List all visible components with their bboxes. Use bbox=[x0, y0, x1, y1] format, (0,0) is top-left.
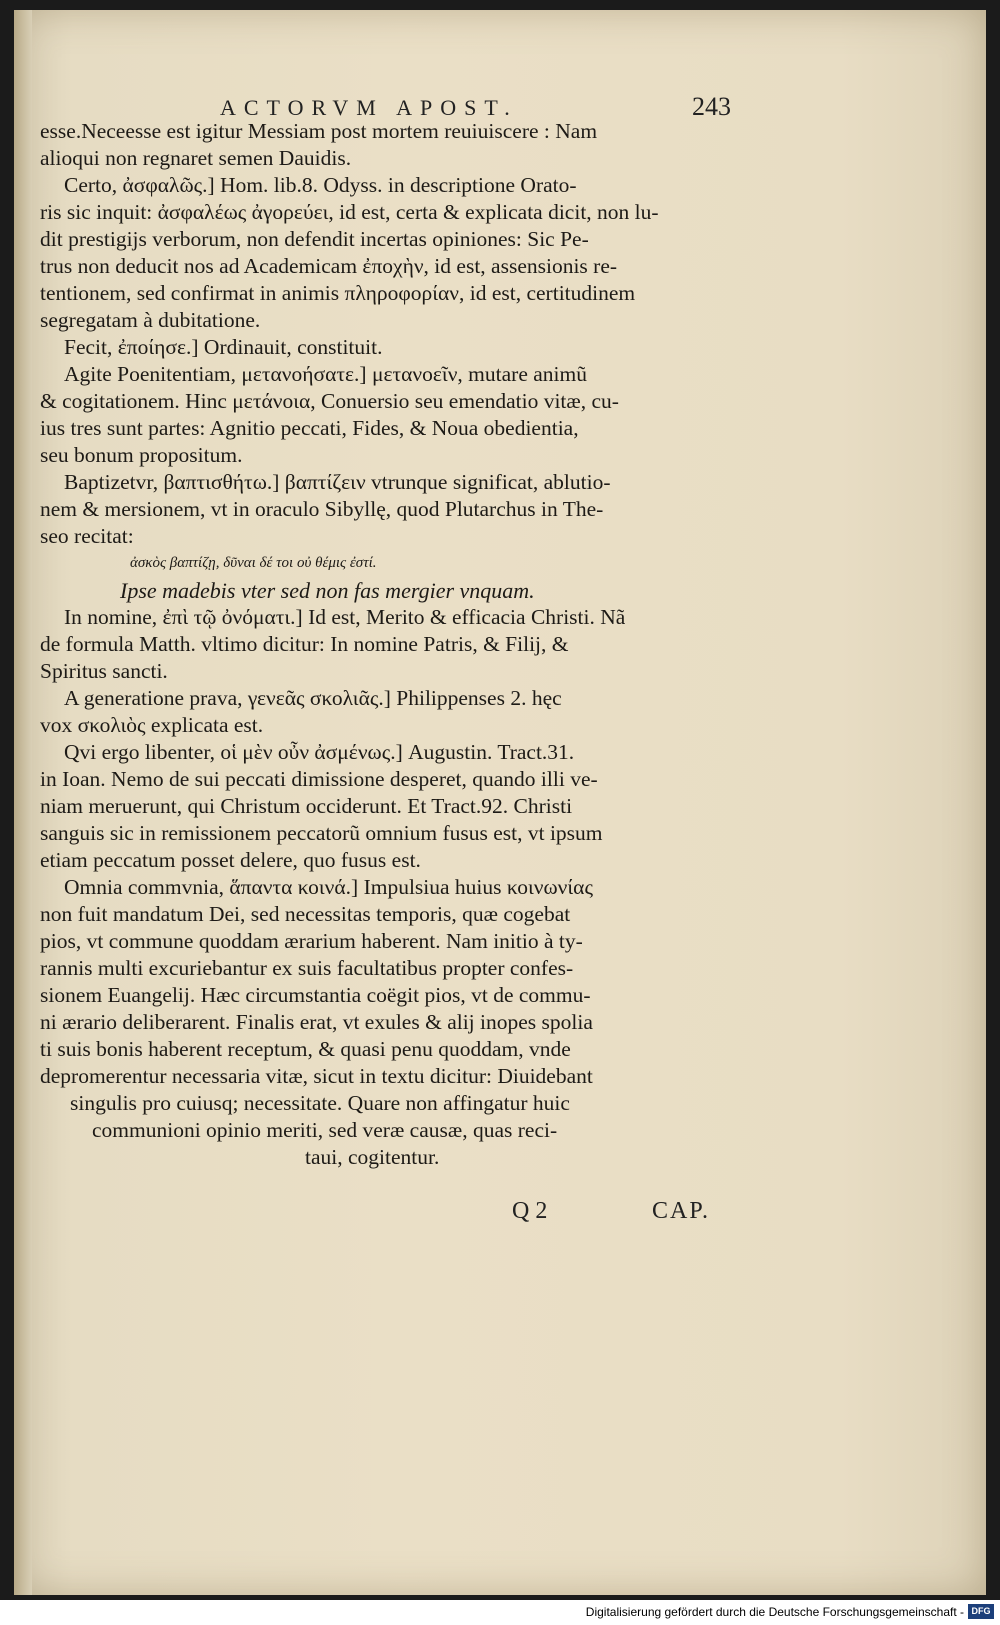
text-line: Fecit, ἐποίησε.] Ordinauit, constituit. bbox=[64, 335, 383, 359]
text-line: etiam peccatum posset delere, quo fusus est. bbox=[40, 848, 421, 872]
text-line: sanguis sic in remissionem peccatorũ omnium fusus est, vt ipsum bbox=[40, 821, 603, 845]
text-line: sionem Euangelij. Hæc circumstantia coëgit pios, vt de commu- bbox=[40, 983, 591, 1007]
text-line: Omnia commvnia, ἅπαντα κοινά.] Impulsiua huius κοινωνίας bbox=[64, 875, 593, 899]
text-line: singulis pro cuiusq; necessitate. Quare non affingatur huic bbox=[70, 1091, 570, 1115]
text-line: pios, vt commune quoddam ærarium haberent. Nam initio à ty- bbox=[40, 929, 583, 953]
text-line: taui, cogitentur. bbox=[305, 1145, 440, 1169]
text-line: de formula Matth. vltimo dicitur: In nomine Patris, & Filij, & bbox=[40, 632, 569, 656]
text-line: trus non deducit nos ad Academicam ἐποχὴν, id est, assensionis re- bbox=[40, 254, 618, 278]
text-line: Baptizetvr, βαπτισθήτω.] βαπτίζειν vtrunque significat, ablutio- bbox=[64, 470, 611, 494]
latin-verse: Ipse madebis vter sed non fas mergier vnquam. bbox=[120, 578, 535, 603]
text-line: rannis multi excuriebantur ex suis facultatibus propter confes- bbox=[40, 956, 574, 980]
text-line: vox σκολιὸς explicata est. bbox=[40, 713, 264, 737]
text-line: seu bonum propositum. bbox=[40, 443, 243, 467]
signature-mark: Q 2 bbox=[512, 1198, 548, 1224]
text-line: ni ærario deliberarent. Finalis erat, vt exules & alij inopes spolia bbox=[40, 1010, 593, 1034]
text-line: esse.Neceesse est igitur Messiam post mortem reuiuiscere : Nam bbox=[40, 119, 598, 143]
text-line: In nomine, ἐπὶ τῷ ὀνόματι.] Id est, Merito & efficacia Christi. Nã bbox=[64, 605, 626, 629]
text-line: dit prestigijs verborum, non defendit incertas opiniones: Sic Pe- bbox=[40, 227, 589, 251]
text-line: tentionem, sed confirmat in animis πληροφορίαν, id est, certitudinem bbox=[40, 281, 636, 305]
footer-text: Digitalisierung gefördert durch die Deutsche Forschungsgemeinschaft - bbox=[585, 1605, 964, 1619]
text-line: Agite Poenitentiam, μετανοήσατε.] μετανοεῖν, mutare animũ bbox=[64, 362, 587, 386]
text-line: depromerentur necessaria vitæ, sicut in textu dicitur: Diuidebant bbox=[40, 1064, 593, 1088]
page-spine-shadow bbox=[14, 10, 32, 1595]
body-text bbox=[40, 118, 740, 1171]
text-line: niam meruerunt, qui Christum occiderunt. Et Tract.92. Christi bbox=[40, 794, 573, 818]
page-number: 243 bbox=[692, 92, 731, 121]
text-line: & cogitationem. Hinc μετάνοια, Conuersio seu emendatio vitæ, cu- bbox=[40, 389, 619, 413]
text-line: communioni opinio meriti, sed veræ causæ, quas reci- bbox=[92, 1118, 558, 1142]
text-line: seo recitat: bbox=[40, 524, 134, 548]
text-line: in Ioan. Nemo de sui peccati dimissione desperet, quando illi ve- bbox=[40, 767, 598, 791]
text-line: Certo, ἀσφαλῶς.] Hom. lib.8. Odyss. in descriptione Orato- bbox=[64, 173, 577, 197]
text-line: nem & mersionem, vt in oraculo Sibyllę, quod Plutarchus in The- bbox=[40, 497, 604, 521]
text-line: alioqui non regnaret semen Dauidis. bbox=[40, 146, 352, 170]
text-line: ius tres sunt partes: Agnitio peccati, Fides, & Noua obedientia, bbox=[40, 416, 579, 440]
text-line: ti suis bonis haberent receptum, & quasi penu quoddam, vnde bbox=[40, 1037, 571, 1061]
text-line: segregatam à dubitatione. bbox=[40, 308, 261, 332]
text-line: A generatione prava, γενεᾶς σκολιᾶς.] Philippenses 2. hęc bbox=[64, 686, 562, 710]
text-line: non fuit mandatum Dei, sed necessitas temporis, quæ cogebat bbox=[40, 902, 571, 926]
text-line: ris sic inquit: ἀσφαλέως ἀγορεύει, id est, certa & explicata dicit, non lu- bbox=[40, 200, 659, 224]
text-line: Spiritus sancti. bbox=[40, 659, 168, 683]
greek-verse: ἀσκὸς βαπτίζῃ, δῦναι δέ τοι οὐ θέμις ἐστί. bbox=[130, 555, 377, 571]
digitization-footer bbox=[0, 1600, 1000, 1625]
running-title: ACTORVM APOST. bbox=[220, 95, 518, 120]
text-line: Qvi ergo libenter, οἱ μὲν οὖν ἀσμένως.] Augustin. Tract.31. bbox=[64, 740, 575, 764]
dfg-logo: DFG bbox=[968, 1604, 994, 1619]
catchword: CAP. bbox=[652, 1198, 711, 1224]
